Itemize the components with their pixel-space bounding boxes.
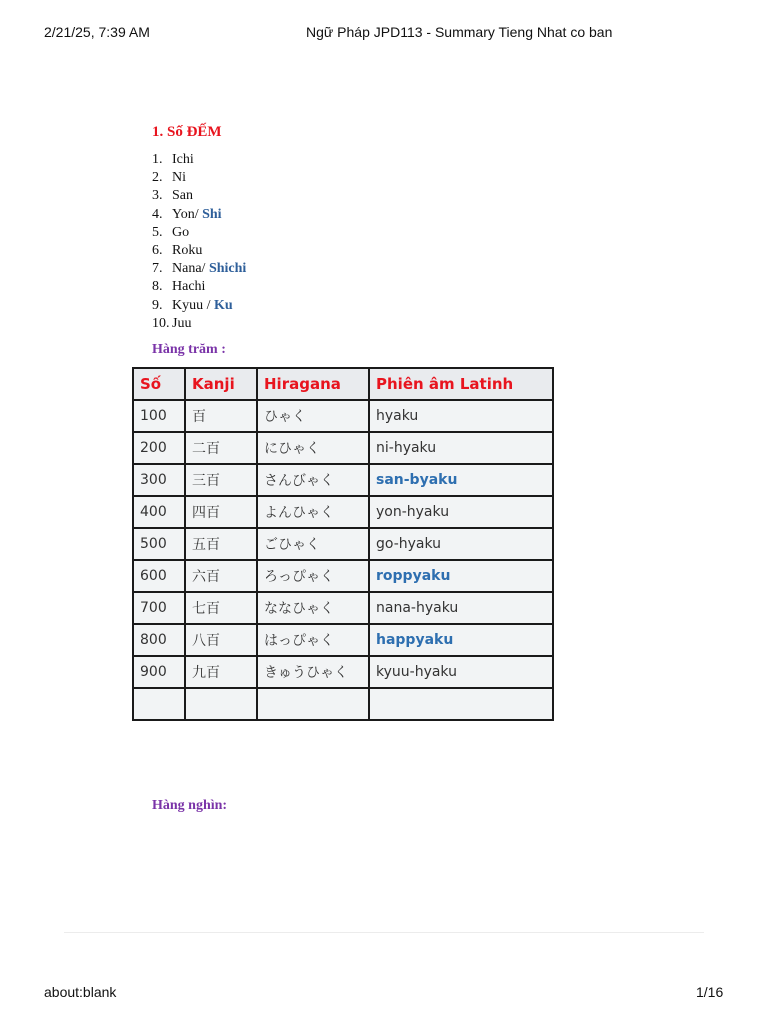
page-number: 1/16 bbox=[696, 984, 724, 1000]
cell-latin-highlight: roppyaku bbox=[369, 560, 553, 592]
table-row bbox=[133, 560, 553, 592]
column-header-hiragana: Hiragana bbox=[257, 368, 369, 400]
list-item: 1. Ichi bbox=[152, 152, 194, 167]
list-item: 7. Nana/ Shichi bbox=[152, 261, 247, 277]
footer-url: about:blank bbox=[44, 984, 117, 1000]
document-title: Ngữ Pháp JPD113 - Summary Tieng Nhat co ban bbox=[306, 24, 613, 40]
list-item: 2. Ni bbox=[152, 170, 186, 186]
cell-so: 500 bbox=[133, 528, 185, 560]
table-row bbox=[133, 528, 553, 560]
cell-kanji: 五百 bbox=[185, 528, 257, 560]
table-row bbox=[133, 432, 553, 464]
cell-kanji bbox=[185, 688, 257, 720]
cell-latin-highlight: san-byaku bbox=[369, 464, 553, 496]
cell-so: 300 bbox=[133, 464, 185, 496]
cell-so: 100 bbox=[133, 400, 185, 432]
table-row bbox=[133, 496, 553, 528]
cell-latin-highlight: happyaku bbox=[369, 624, 553, 656]
cell-hiragana: さんびゃく bbox=[257, 464, 369, 496]
cell-kanji: 六百 bbox=[185, 560, 257, 592]
cell-latin: hyaku bbox=[369, 400, 553, 432]
cell-kanji: 二百 bbox=[185, 432, 257, 464]
column-header-kanji: Kanji bbox=[185, 368, 257, 400]
table-row bbox=[133, 624, 553, 656]
cell-latin: ni-hyaku bbox=[369, 432, 553, 464]
list-item: 4. Yon/ Shi bbox=[152, 206, 222, 222]
print-datetime: 2/21/25, 7:39 AM bbox=[44, 24, 150, 40]
footer-divider bbox=[64, 932, 704, 933]
cell-hiragana: よんひゃく bbox=[257, 496, 369, 528]
cell-kanji: 七百 bbox=[185, 592, 257, 624]
cell-latin: go-hyaku bbox=[369, 528, 553, 560]
hundreds-table bbox=[132, 367, 554, 721]
cell-so bbox=[133, 688, 185, 720]
thousands-heading: Hàng nghìn: bbox=[152, 798, 228, 813]
cell-kanji: 四百 bbox=[185, 496, 257, 528]
section-title-counting: 1. Số ĐẾM bbox=[152, 124, 222, 140]
list-item: 10. Juu bbox=[152, 315, 192, 331]
cell-latin: kyuu-hyaku bbox=[369, 656, 553, 688]
cell-so: 800 bbox=[133, 624, 185, 656]
column-header-latin: Phiên âm Latinh bbox=[369, 368, 553, 400]
table-header-row bbox=[133, 368, 553, 400]
cell-latin: yon-hyaku bbox=[369, 496, 553, 528]
table-row bbox=[133, 464, 553, 496]
list-item: 8. Hachi bbox=[152, 279, 206, 295]
cell-hiragana: ひゃく bbox=[257, 400, 369, 432]
list-item: 5. Go bbox=[152, 224, 190, 240]
column-header-so: Số bbox=[133, 368, 185, 400]
cell-so: 600 bbox=[133, 560, 185, 592]
cell-kanji: 三百 bbox=[185, 464, 257, 496]
cell-hiragana: にひゃく bbox=[257, 432, 369, 464]
cell-hiragana: ろっぴゃく bbox=[257, 560, 369, 592]
cell-hiragana bbox=[257, 688, 369, 720]
cell-latin: nana-hyaku bbox=[369, 592, 553, 624]
list-item: 6. Roku bbox=[152, 243, 203, 259]
table-row bbox=[133, 592, 553, 624]
counting-list bbox=[152, 151, 246, 333]
table-row bbox=[133, 400, 553, 432]
cell-so: 400 bbox=[133, 496, 185, 528]
list-item: 3. San bbox=[152, 188, 193, 204]
cell-so: 900 bbox=[133, 656, 185, 688]
cell-so: 700 bbox=[133, 592, 185, 624]
cell-latin bbox=[369, 688, 553, 720]
cell-hiragana: はっぴゃく bbox=[257, 624, 369, 656]
cell-hiragana: ななひゃく bbox=[257, 592, 369, 624]
cell-kanji: 八百 bbox=[185, 624, 257, 656]
table-row bbox=[133, 656, 553, 688]
hundreds-heading: Hàng trăm : bbox=[152, 342, 226, 357]
cell-kanji: 九百 bbox=[185, 656, 257, 688]
cell-hiragana: ごひゃく bbox=[257, 528, 369, 560]
cell-hiragana: きゅうひゃく bbox=[257, 656, 369, 688]
cell-so: 200 bbox=[133, 432, 185, 464]
cell-kanji: 百 bbox=[185, 400, 257, 432]
table-row-empty bbox=[133, 688, 553, 720]
list-item: 9. Kyuu / Ku bbox=[152, 297, 233, 313]
